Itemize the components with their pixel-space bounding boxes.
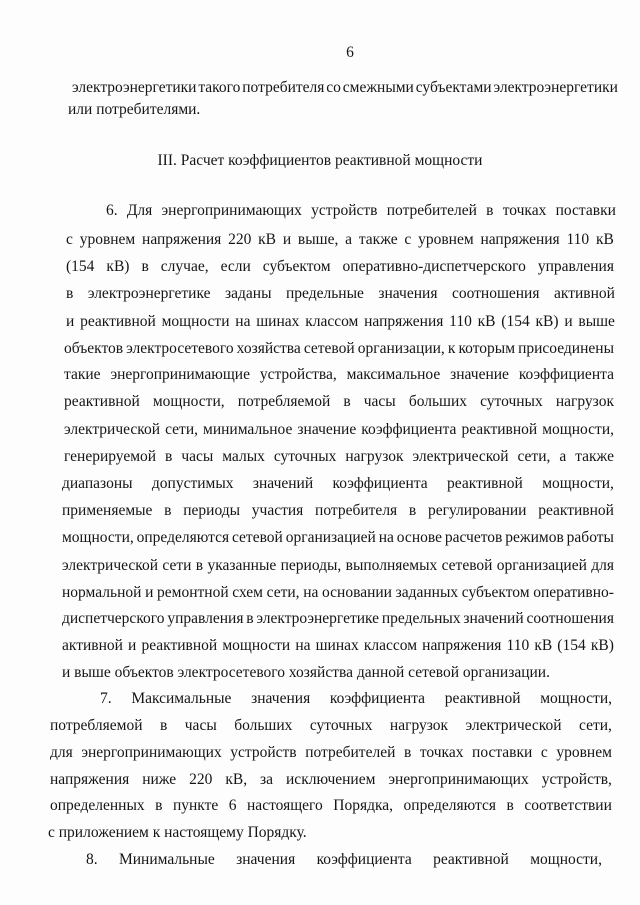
word: устройства, (259, 366, 337, 383)
word: режимов (505, 529, 564, 546)
word: сети, (165, 421, 198, 438)
word: устройств, (541, 771, 612, 788)
word: 220 (228, 231, 252, 248)
word: кВ (534, 637, 553, 654)
word: с (404, 231, 412, 248)
word: реактивной (433, 851, 509, 868)
word: сети, (266, 584, 300, 601)
word: диапазоны (62, 475, 133, 492)
word: в (66, 285, 74, 302)
word: потребителя (315, 502, 398, 519)
paragraph-8-line (86, 851, 602, 869)
word: случае, (160, 258, 209, 275)
word: а (345, 231, 353, 248)
word: сетевой (231, 529, 283, 546)
word: электрической (465, 717, 562, 734)
word: реактивной (64, 393, 140, 410)
word: исключением (286, 771, 376, 788)
word: и (282, 231, 292, 248)
word: ремонтной (157, 584, 229, 601)
word: основании (322, 584, 392, 601)
word: предельные (285, 285, 364, 302)
word: участия (251, 502, 304, 519)
word: активной (62, 637, 123, 654)
word: классом (363, 637, 418, 654)
word: больших (234, 717, 293, 734)
word: организацией (496, 557, 587, 574)
word: к (447, 340, 456, 357)
word: выполняемых (345, 557, 438, 574)
word: за (260, 771, 274, 788)
word: объектов (64, 340, 124, 357)
word: напряжения (364, 313, 444, 330)
word: напряжения (50, 771, 130, 788)
word: электроэнергетики (493, 79, 618, 96)
word: мощности (161, 313, 230, 330)
word: субъектом (262, 258, 331, 275)
word: 6. (106, 202, 118, 219)
word: нагрузок (389, 717, 449, 734)
paragraph-6-line (66, 231, 614, 249)
word: соответствии (524, 797, 612, 814)
word: на (378, 529, 394, 546)
word: коэффициента (518, 366, 614, 383)
word: реактивной (538, 502, 614, 519)
paragraph-6-line (62, 529, 614, 547)
word: Для (126, 202, 153, 219)
word: 110 (566, 231, 590, 248)
word: суточных (480, 393, 543, 410)
word: кВ (477, 313, 496, 330)
word: нагрузок (345, 448, 404, 465)
word: мощности, (152, 393, 225, 410)
word: реактивной (444, 690, 521, 707)
word: также (358, 231, 398, 248)
paragraph-6-line (66, 258, 614, 276)
word: электросетевого (126, 340, 234, 357)
word: в (506, 797, 514, 814)
word: ниже (142, 771, 177, 788)
word: со (326, 79, 341, 96)
word: кВ) (106, 258, 130, 275)
word: и (128, 637, 137, 654)
word: активной (553, 285, 615, 302)
word: такие (64, 366, 101, 383)
word: на (295, 637, 311, 654)
word: соотношения (526, 610, 614, 627)
word: шинах (256, 313, 300, 330)
paragraph-6-line (66, 285, 615, 303)
word: присоединены (518, 340, 614, 357)
paragraph-6-line (64, 421, 614, 439)
word: малых (222, 448, 265, 465)
word: определяются (136, 529, 230, 546)
word: кВ, (225, 771, 248, 788)
word: оперативно-диспетчерского (342, 258, 526, 275)
word: значение (450, 366, 509, 383)
word: такого (198, 79, 241, 96)
word: максимальное (346, 366, 441, 383)
word: электроэнергетике (87, 285, 211, 302)
word: потребителя (242, 79, 325, 96)
word: а (559, 448, 567, 465)
paragraph-6-line (62, 475, 614, 493)
word: потребителей (386, 202, 477, 219)
word: определяются (403, 797, 496, 814)
word: для (50, 744, 73, 761)
word: и (66, 313, 75, 330)
paragraph-6-line: и выше объектов электросетевого хозяйства данной сетевой организации. (62, 664, 550, 681)
word: организации, (357, 340, 445, 357)
word: реактивной (80, 313, 156, 330)
word: также (575, 448, 614, 465)
word: электрической (412, 448, 509, 465)
word: энергопринимающих (388, 771, 529, 788)
word: определенных (50, 797, 145, 814)
paragraph-6-line (106, 202, 616, 220)
word: потребляемой (237, 393, 331, 410)
word: минимальное (203, 421, 293, 438)
paragraph-6-line (62, 502, 614, 520)
word: Минимальные (118, 851, 215, 868)
page-number: 6 (346, 44, 354, 61)
word: сети (162, 557, 192, 574)
word: нормальной (62, 584, 142, 601)
word: 110 (506, 637, 530, 654)
word: напряжения (142, 231, 222, 248)
word: коэффициента (316, 851, 412, 868)
word: сетевой (441, 557, 493, 574)
word: расчетов (444, 529, 503, 546)
paragraph-7-line: с приложением к настоящему Порядку. (48, 824, 307, 841)
word: и (145, 584, 154, 601)
paragraph-7-line (50, 797, 612, 815)
paragraph-6-line (62, 557, 614, 575)
word: (154 (501, 313, 530, 330)
word: в (408, 502, 417, 519)
paragraph-7-line (100, 690, 612, 708)
word: сети, (579, 717, 612, 734)
word: в (164, 502, 172, 519)
word: в (486, 202, 494, 219)
word: точках (502, 202, 547, 219)
word: поставки (472, 744, 533, 761)
word: больших (408, 393, 468, 410)
word: заданы (225, 285, 272, 302)
word: нагрузок (555, 393, 614, 410)
word: кВ (258, 231, 277, 248)
word: на (235, 313, 251, 330)
paragraph-6-line (62, 584, 614, 602)
word: суточных (309, 717, 373, 734)
word: устройств (230, 744, 297, 761)
word: периоды, (280, 557, 342, 574)
word: коэффициента (329, 690, 426, 707)
word: Порядка, (333, 797, 394, 814)
paragraph-6-line (66, 313, 615, 331)
word: регулировании (427, 502, 527, 519)
word: точках (419, 744, 464, 761)
paragraph-6-line (64, 340, 614, 358)
word: мощности (222, 637, 291, 654)
word: значения (378, 285, 438, 302)
word: 7. (100, 690, 112, 707)
word: на (303, 584, 319, 601)
intro-line (72, 79, 618, 97)
word: хозяйства (236, 340, 301, 357)
word: организацией (285, 529, 376, 546)
word: выше (578, 313, 615, 330)
word: 8. (86, 851, 98, 868)
word: для (591, 557, 614, 574)
word: указанные (207, 557, 277, 574)
word: субъектом (461, 584, 530, 601)
word: диспетчерского (62, 610, 165, 627)
word: значения (236, 851, 296, 868)
word: уровнем (418, 231, 474, 248)
paragraph-7-line (50, 771, 612, 789)
paragraph-7-line (50, 717, 612, 735)
word: сети, (517, 448, 551, 465)
word: кВ (595, 231, 614, 248)
word: пункте (172, 797, 219, 814)
word: значения (251, 690, 311, 707)
word: Максимальные (131, 690, 232, 707)
word: субъектами (415, 79, 492, 96)
word: мощности, (62, 529, 134, 546)
word: в (343, 393, 351, 410)
word: генерируемой (64, 448, 157, 465)
word: мощности, (542, 475, 614, 492)
word: допустимых (151, 475, 234, 492)
section-heading: III. Расчет коэффициентов реактивной мощности (157, 152, 483, 169)
word: мощности, (542, 421, 614, 438)
word: реактивной (447, 475, 523, 492)
word: в (403, 744, 412, 761)
word: выше, (297, 231, 339, 248)
paragraph-6-line (62, 637, 614, 655)
word: заданных (395, 584, 459, 601)
paragraph-6-line (62, 610, 614, 628)
word: суточных (273, 448, 337, 465)
word: если (220, 258, 251, 275)
word: электроэнергетике (256, 610, 380, 627)
word: реактивной (141, 637, 218, 654)
word: мощности, (530, 851, 602, 868)
word: значение (297, 421, 357, 438)
paragraph-6-line (64, 393, 614, 411)
word: электрической (64, 421, 161, 438)
word: настоящего (247, 797, 323, 814)
word: в (141, 258, 149, 275)
word: в (246, 610, 254, 627)
word: которым (458, 340, 516, 357)
word: оперативно- (533, 584, 614, 601)
word: кВ) (590, 637, 614, 654)
word: напряжения (480, 231, 560, 248)
paragraph-7-line (50, 744, 612, 762)
word: значений (252, 475, 314, 492)
word: соотношения (451, 285, 540, 302)
word: в (159, 717, 168, 734)
word: управления (537, 258, 614, 275)
word: классом (305, 313, 359, 330)
word: управления (167, 610, 244, 627)
word: сетевой (303, 340, 355, 357)
paragraph-6-line (64, 366, 614, 384)
word: основе (396, 529, 442, 546)
word: уровнем (556, 744, 612, 761)
word: устройств (311, 202, 378, 219)
word: схем (232, 584, 263, 601)
word: кВ) (535, 313, 559, 330)
word: с (66, 231, 73, 248)
word: потребителей (305, 744, 396, 761)
word: часы (184, 717, 217, 734)
word: уровнем (79, 231, 136, 248)
word: энергопринимающие (110, 366, 250, 383)
word: электроэнергетики (72, 79, 197, 96)
word: в (155, 797, 163, 814)
word: предельных (381, 610, 461, 627)
word: энергопринимающих (81, 744, 222, 761)
word: значений (463, 610, 524, 627)
word: реактивной (461, 421, 538, 438)
word: коэффициента (361, 421, 457, 438)
word: 6 (228, 797, 237, 814)
word: работы (566, 529, 614, 546)
word: мощности, (540, 690, 612, 707)
word: коэффициента (332, 475, 428, 492)
word: электрической (62, 557, 159, 574)
word: 110 (449, 313, 472, 330)
word: потребляемой (50, 717, 143, 734)
word: смежными (342, 79, 414, 96)
word: и (564, 313, 573, 330)
word: напряжения (422, 637, 502, 654)
word: периоды (183, 502, 241, 519)
intro-line: или потребителями. (68, 101, 201, 118)
word: часы (181, 448, 214, 465)
word: в (165, 448, 173, 465)
word: 220 (189, 771, 213, 788)
paragraph-6-line (64, 448, 614, 466)
word: часы (363, 393, 396, 410)
word: в (195, 557, 204, 574)
word: энергопринимающих (161, 202, 302, 219)
word: (154 (66, 258, 95, 275)
word: (154 (557, 637, 586, 654)
word: поставки (555, 202, 616, 219)
word: с (540, 744, 548, 761)
word: шинах (315, 637, 359, 654)
word: применяемые (62, 502, 153, 519)
